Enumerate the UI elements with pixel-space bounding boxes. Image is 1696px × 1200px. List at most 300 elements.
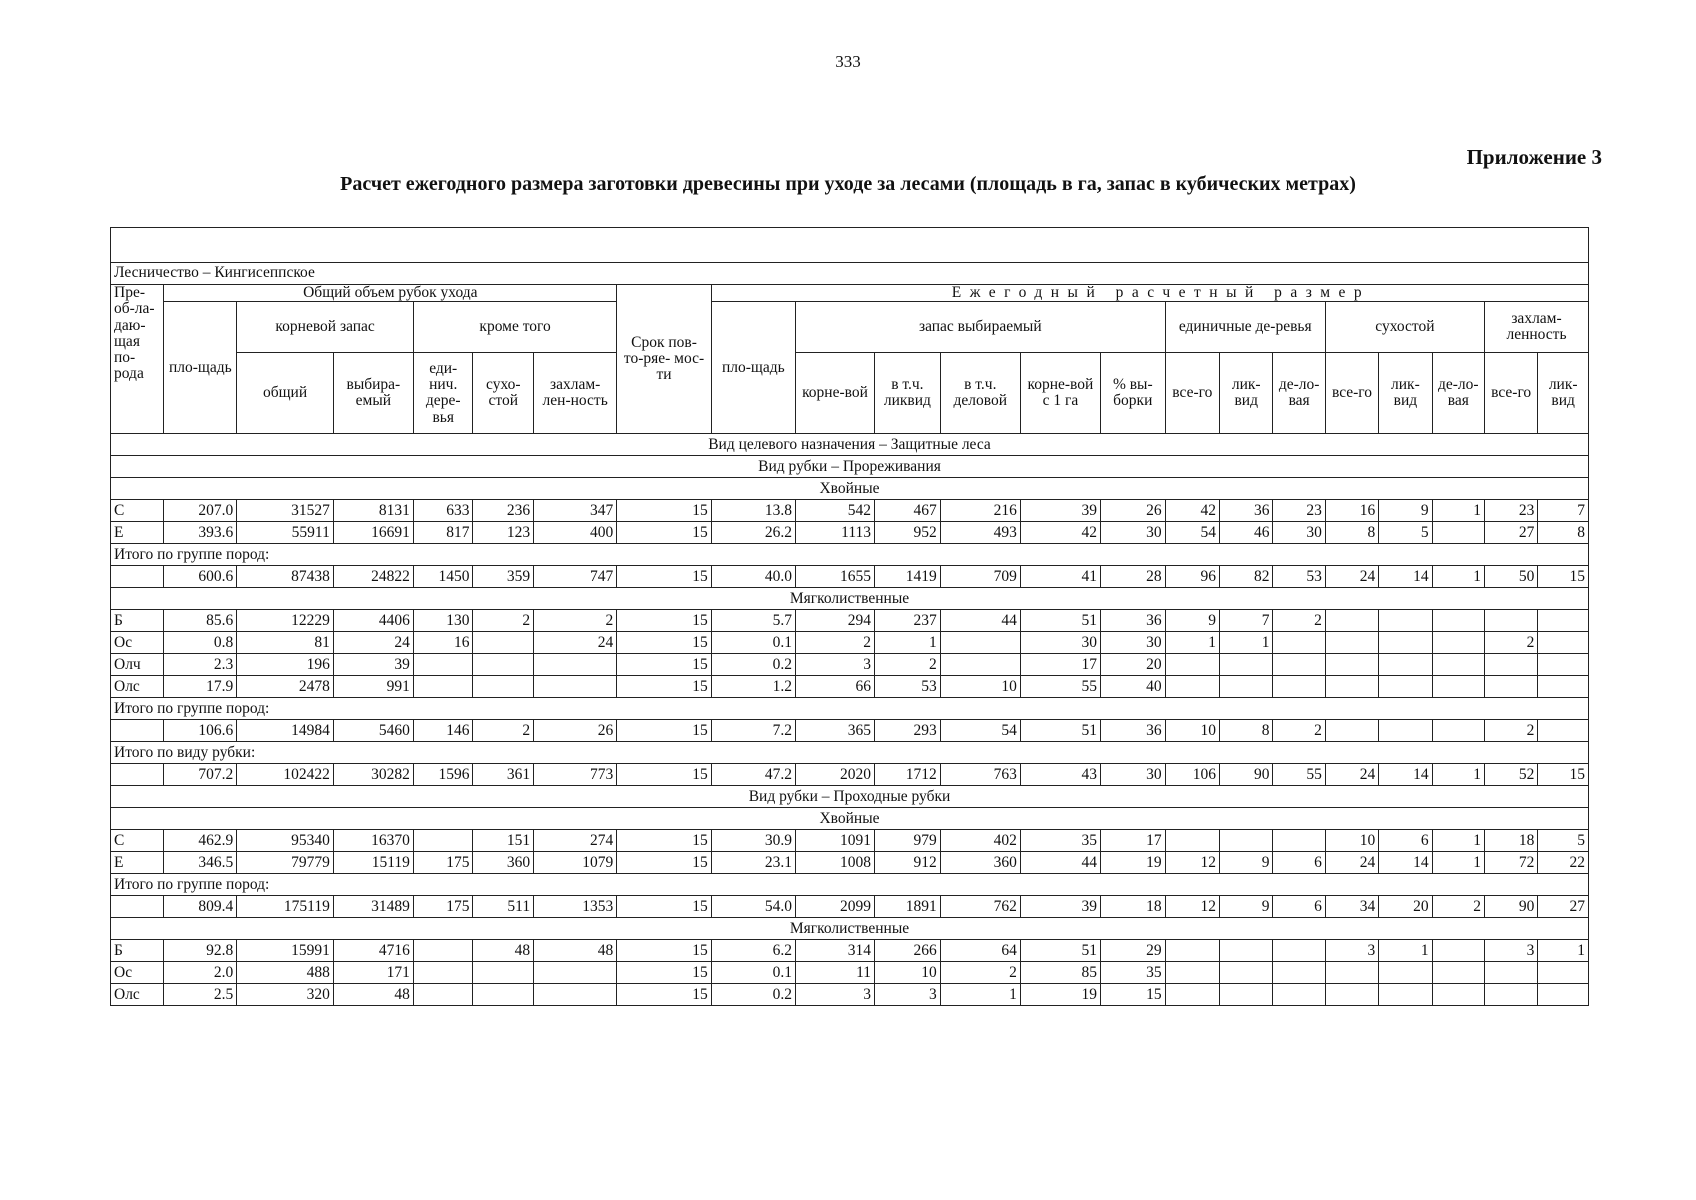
value-cell: 30: [1100, 764, 1165, 786]
value-cell: 26: [1100, 500, 1165, 522]
value-cell: 1: [1432, 852, 1484, 874]
value-cell: 4406: [333, 610, 413, 632]
value-cell: 400: [534, 522, 617, 544]
value-cell: 82: [1220, 566, 1273, 588]
value-cell: 1.2: [711, 676, 795, 698]
value-cell: [1325, 654, 1378, 676]
value-cell: 9: [1165, 610, 1219, 632]
header-total-volume: Общий объем рубок ухода: [164, 285, 617, 302]
header-dw-liquid: лик-вид: [1379, 353, 1432, 434]
value-cell: 15: [617, 720, 711, 742]
header-lt-liquid: лик-вид: [1538, 353, 1589, 434]
value-cell: 2: [1432, 896, 1484, 918]
value-cell: [1165, 830, 1219, 852]
value-cell: 707.2: [164, 764, 237, 786]
value-cell: [1538, 676, 1589, 698]
value-cell: 53: [1273, 566, 1325, 588]
value-cell: 1: [940, 984, 1020, 1006]
value-cell: 15: [617, 676, 711, 698]
header-root-per-ha: корне-вой с 1 га: [1020, 353, 1100, 434]
value-cell: [1432, 962, 1484, 984]
value-cell: [1273, 962, 1325, 984]
value-cell: 393.6: [164, 522, 237, 544]
value-cell: 24: [333, 632, 413, 654]
value-cell: 16691: [333, 522, 413, 544]
value-cell: 43: [1020, 764, 1100, 786]
value-cell: 6: [1273, 852, 1325, 874]
subtotal-label: Итого по группе пород:: [111, 544, 1589, 566]
value-cell: 92.8: [164, 940, 237, 962]
value-cell: 0.2: [711, 984, 795, 1006]
value-cell: 12: [1165, 896, 1219, 918]
value-cell: 600.6: [164, 566, 237, 588]
value-cell: 90: [1484, 896, 1537, 918]
value-cell: 1891: [875, 896, 941, 918]
species-cell: Е: [111, 852, 164, 874]
value-cell: [473, 676, 534, 698]
value-cell: 320: [237, 984, 334, 1006]
value-cell: [1432, 984, 1484, 1006]
value-cell: [1432, 632, 1484, 654]
value-cell: [1165, 676, 1219, 698]
value-cell: 23: [1484, 500, 1537, 522]
value-cell: [1432, 720, 1484, 742]
value-cell: 2.0: [164, 962, 237, 984]
header-besides: кроме того: [413, 302, 616, 353]
value-cell: 54: [1165, 522, 1219, 544]
value-cell: 462.9: [164, 830, 237, 852]
table-row: [111, 720, 1589, 742]
value-cell: [940, 654, 1020, 676]
value-cell: 1: [1432, 500, 1484, 522]
value-cell: [413, 654, 473, 676]
value-cell: 28: [1100, 566, 1165, 588]
value-cell: 17: [1020, 654, 1100, 676]
section-row: [111, 808, 1589, 830]
value-cell: 2: [473, 610, 534, 632]
species-cell: Ос: [111, 962, 164, 984]
value-cell: 96: [1165, 566, 1219, 588]
value-cell: 90: [1220, 764, 1273, 786]
value-cell: 196: [237, 654, 334, 676]
value-cell: 81: [237, 632, 334, 654]
value-cell: 41: [1020, 566, 1100, 588]
table-row: [111, 940, 1589, 962]
value-cell: [1165, 654, 1219, 676]
value-cell: [1165, 984, 1219, 1006]
value-cell: 15: [617, 940, 711, 962]
value-cell: 24: [534, 632, 617, 654]
value-cell: 1: [1165, 632, 1219, 654]
value-cell: 1419: [875, 566, 941, 588]
header-species: Пре-об-ла-даю-щая по-рода: [111, 285, 164, 434]
value-cell: [1273, 940, 1325, 962]
species-cell: Ос: [111, 632, 164, 654]
value-cell: 15: [617, 610, 711, 632]
value-cell: [1432, 610, 1484, 632]
value-cell: [1273, 676, 1325, 698]
value-cell: 236: [473, 500, 534, 522]
species-cell: Олс: [111, 676, 164, 698]
value-cell: [1273, 830, 1325, 852]
table-row: [111, 654, 1589, 676]
value-cell: 1008: [795, 852, 874, 874]
value-cell: [1432, 676, 1484, 698]
value-cell: 633: [413, 500, 473, 522]
value-cell: 10: [1325, 830, 1378, 852]
value-cell: 151: [473, 830, 534, 852]
value-cell: 8131: [333, 500, 413, 522]
value-cell: 991: [333, 676, 413, 698]
value-cell: 24: [1325, 852, 1378, 874]
value-cell: 2: [1484, 632, 1537, 654]
value-cell: 314: [795, 940, 874, 962]
value-cell: 36: [1100, 720, 1165, 742]
value-cell: 3: [795, 984, 874, 1006]
subtotal-label: Итого по группе пород:: [111, 698, 1589, 720]
value-cell: 44: [940, 610, 1020, 632]
value-cell: 3: [795, 654, 874, 676]
value-cell: 2478: [237, 676, 334, 698]
value-cell: 48: [473, 940, 534, 962]
value-cell: 17: [1100, 830, 1165, 852]
value-cell: 16370: [333, 830, 413, 852]
value-cell: 23: [1273, 500, 1325, 522]
species-cell: Олч: [111, 654, 164, 676]
value-cell: 44: [1020, 852, 1100, 874]
label-row: [111, 742, 1589, 764]
header-incl-business: в т.ч. деловой: [940, 353, 1020, 434]
species-cell: С: [111, 830, 164, 852]
value-cell: 347: [534, 500, 617, 522]
value-cell: 359: [473, 566, 534, 588]
value-cell: [1379, 632, 1432, 654]
label-row: [111, 874, 1589, 896]
species-cell: Б: [111, 940, 164, 962]
value-cell: [413, 962, 473, 984]
value-cell: 15: [617, 984, 711, 1006]
value-cell: 55911: [237, 522, 334, 544]
value-cell: [473, 632, 534, 654]
value-cell: 171: [333, 962, 413, 984]
header-deadwood: сухо-стой: [473, 353, 534, 434]
species-cell: [111, 720, 164, 742]
value-cell: 5.7: [711, 610, 795, 632]
value-cell: [1538, 632, 1589, 654]
header-dw-business: де-ло-вая: [1432, 353, 1484, 434]
value-cell: 360: [473, 852, 534, 874]
value-cell: 85: [1020, 962, 1100, 984]
value-cell: 66: [795, 676, 874, 698]
value-cell: 2: [875, 654, 941, 676]
value-cell: [1484, 962, 1537, 984]
value-cell: 15: [617, 962, 711, 984]
table-row: [111, 984, 1589, 1006]
value-cell: 95340: [237, 830, 334, 852]
value-cell: 53: [875, 676, 941, 698]
value-cell: 51: [1020, 720, 1100, 742]
section-row: [111, 456, 1589, 478]
value-cell: 15: [617, 852, 711, 874]
species-cell: С: [111, 500, 164, 522]
header-area2: пло-щадь: [711, 302, 795, 434]
value-cell: 747: [534, 566, 617, 588]
value-cell: 542: [795, 500, 874, 522]
value-cell: 511: [473, 896, 534, 918]
value-cell: 237: [875, 610, 941, 632]
value-cell: 175: [413, 852, 473, 874]
value-cell: [1220, 830, 1273, 852]
value-cell: [1379, 720, 1432, 742]
header-incl-liquid: в т.ч. ликвид: [875, 353, 941, 434]
value-cell: 30.9: [711, 830, 795, 852]
value-cell: 15: [617, 830, 711, 852]
value-cell: [1484, 676, 1537, 698]
value-cell: 6: [1273, 896, 1325, 918]
value-cell: 30: [1273, 522, 1325, 544]
value-cell: 36: [1220, 500, 1273, 522]
section-header: Хвойные: [111, 478, 1589, 500]
value-cell: 85.6: [164, 610, 237, 632]
value-cell: 2: [1273, 720, 1325, 742]
value-cell: 6.2: [711, 940, 795, 962]
value-cell: [1165, 962, 1219, 984]
value-cell: [1325, 984, 1378, 1006]
value-cell: 39: [1020, 500, 1100, 522]
value-cell: 30: [1020, 632, 1100, 654]
value-cell: 15: [617, 500, 711, 522]
value-cell: [1484, 610, 1537, 632]
value-cell: 24: [1325, 566, 1378, 588]
value-cell: 123: [473, 522, 534, 544]
value-cell: 14984: [237, 720, 334, 742]
value-cell: [1165, 940, 1219, 962]
value-cell: 15: [617, 522, 711, 544]
value-cell: [1379, 984, 1432, 1006]
header-root-select: выбира-емый: [333, 353, 413, 434]
value-cell: 10: [1165, 720, 1219, 742]
value-cell: 5: [1538, 830, 1589, 852]
header-lt-all: все-го: [1484, 353, 1537, 434]
value-cell: [940, 632, 1020, 654]
value-cell: 15: [617, 896, 711, 918]
harvest-table: [110, 227, 1589, 1006]
value-cell: 14: [1379, 566, 1432, 588]
value-cell: 216: [940, 500, 1020, 522]
section-header: Мягколиственные: [111, 588, 1589, 610]
section-row: [111, 786, 1589, 808]
value-cell: 1: [1220, 632, 1273, 654]
value-cell: 1091: [795, 830, 874, 852]
value-cell: 773: [534, 764, 617, 786]
value-cell: 48: [534, 940, 617, 962]
value-cell: [1325, 610, 1378, 632]
page-title: Расчет ежегодного размера заготовки древесины при уходе за лесами (площадь в га, запас в кубических метрах): [340, 173, 1356, 195]
header-single-trees2: единичные де-ревья: [1165, 302, 1325, 353]
value-cell: 6: [1379, 830, 1432, 852]
header-pct-select: % вы-борки: [1100, 353, 1165, 434]
header-single-trees: еди-нич. дере-вья: [413, 353, 473, 434]
value-cell: 1: [1379, 940, 1432, 962]
value-cell: 294: [795, 610, 874, 632]
value-cell: 3: [875, 984, 941, 1006]
value-cell: [1220, 984, 1273, 1006]
value-cell: [1538, 654, 1589, 676]
table-row: [111, 610, 1589, 632]
value-cell: 36: [1100, 610, 1165, 632]
value-cell: [473, 962, 534, 984]
value-cell: 2: [1273, 610, 1325, 632]
value-cell: 175: [413, 896, 473, 918]
value-cell: 35: [1100, 962, 1165, 984]
value-cell: 293: [875, 720, 941, 742]
table-row: [111, 852, 1589, 874]
value-cell: 26: [534, 720, 617, 742]
value-cell: 18: [1100, 896, 1165, 918]
table-row: [111, 830, 1589, 852]
value-cell: 709: [940, 566, 1020, 588]
value-cell: 1596: [413, 764, 473, 786]
value-cell: 8: [1538, 522, 1589, 544]
value-cell: 207.0: [164, 500, 237, 522]
value-cell: 14: [1379, 852, 1432, 874]
value-cell: 106.6: [164, 720, 237, 742]
table-row: [111, 632, 1589, 654]
section-header: Хвойные: [111, 808, 1589, 830]
value-cell: 64: [940, 940, 1020, 962]
value-cell: 18: [1484, 830, 1537, 852]
value-cell: 912: [875, 852, 941, 874]
table-row: [111, 522, 1589, 544]
value-cell: 30: [1100, 522, 1165, 544]
value-cell: 952: [875, 522, 941, 544]
value-cell: 35: [1020, 830, 1100, 852]
value-cell: 402: [940, 830, 1020, 852]
table-row: [111, 500, 1589, 522]
appendix-label: Приложение 3: [1466, 145, 1602, 169]
label-row: [111, 698, 1589, 720]
value-cell: 8: [1325, 522, 1378, 544]
value-cell: 5460: [333, 720, 413, 742]
value-cell: 7: [1538, 500, 1589, 522]
value-cell: 8: [1220, 720, 1273, 742]
value-cell: [534, 984, 617, 1006]
value-cell: 130: [413, 610, 473, 632]
value-cell: [1273, 632, 1325, 654]
value-cell: 346.5: [164, 852, 237, 874]
value-cell: [1273, 654, 1325, 676]
value-cell: 13.8: [711, 500, 795, 522]
value-cell: 19: [1100, 852, 1165, 874]
species-cell: [111, 566, 164, 588]
value-cell: [1325, 632, 1378, 654]
value-cell: 2: [534, 610, 617, 632]
value-cell: 12: [1165, 852, 1219, 874]
value-cell: [473, 984, 534, 1006]
page-number: 333: [835, 52, 861, 71]
value-cell: 2: [1484, 720, 1537, 742]
value-cell: 1: [1538, 940, 1589, 962]
value-cell: 1079: [534, 852, 617, 874]
value-cell: [534, 654, 617, 676]
value-cell: [1538, 984, 1589, 1006]
value-cell: 27: [1538, 896, 1589, 918]
value-cell: [1538, 962, 1589, 984]
value-cell: 16: [413, 632, 473, 654]
header-dw-all: все-го: [1325, 353, 1378, 434]
value-cell: 2099: [795, 896, 874, 918]
value-cell: 2: [473, 720, 534, 742]
value-cell: 15: [1538, 764, 1589, 786]
header-deadwood2: сухостой: [1325, 302, 1484, 353]
value-cell: 1: [1432, 764, 1484, 786]
value-cell: 106: [1165, 764, 1219, 786]
section-row: [111, 588, 1589, 610]
table-top-blank: [111, 228, 1589, 263]
value-cell: 54: [940, 720, 1020, 742]
value-cell: [534, 676, 617, 698]
value-cell: 9: [1220, 896, 1273, 918]
value-cell: 79779: [237, 852, 334, 874]
value-cell: 27: [1484, 522, 1537, 544]
table-row: [111, 566, 1589, 588]
header-repeat-term: Срок пов- то-ряе- мос-ти: [617, 285, 711, 434]
value-cell: 34: [1325, 896, 1378, 918]
value-cell: 54.0: [711, 896, 795, 918]
value-cell: 23.1: [711, 852, 795, 874]
table-row: [111, 896, 1589, 918]
value-cell: 0.1: [711, 632, 795, 654]
value-cell: 51: [1020, 610, 1100, 632]
value-cell: 1353: [534, 896, 617, 918]
value-cell: 9: [1379, 500, 1432, 522]
header-st-business: де-ло-вая: [1273, 353, 1325, 434]
value-cell: 14: [1379, 764, 1432, 786]
value-cell: 7.2: [711, 720, 795, 742]
value-cell: [413, 830, 473, 852]
value-cell: 47.2: [711, 764, 795, 786]
value-cell: [1432, 522, 1484, 544]
section-row: [111, 918, 1589, 940]
value-cell: [1379, 962, 1432, 984]
species-cell: [111, 896, 164, 918]
section-header: Вид рубки – Проходные рубки: [111, 786, 1589, 808]
value-cell: 42: [1020, 522, 1100, 544]
value-cell: 146: [413, 720, 473, 742]
value-cell: 1450: [413, 566, 473, 588]
header-st-liquid: лик-вид: [1220, 353, 1273, 434]
value-cell: 12229: [237, 610, 334, 632]
value-cell: 763: [940, 764, 1020, 786]
header-annual: Ежегодный расчетный размер: [711, 285, 1588, 302]
value-cell: [413, 940, 473, 962]
value-cell: 175119: [237, 896, 334, 918]
header-st-all: все-го: [1165, 353, 1219, 434]
value-cell: [1220, 940, 1273, 962]
value-cell: [413, 984, 473, 1006]
table-row: [111, 764, 1589, 786]
value-cell: 29: [1100, 940, 1165, 962]
value-cell: 1655: [795, 566, 874, 588]
value-cell: [1220, 676, 1273, 698]
value-cell: 467: [875, 500, 941, 522]
value-cell: 20: [1100, 654, 1165, 676]
value-cell: [473, 654, 534, 676]
value-cell: [1538, 610, 1589, 632]
value-cell: 3: [1325, 940, 1378, 962]
value-cell: 809.4: [164, 896, 237, 918]
value-cell: [1273, 984, 1325, 1006]
